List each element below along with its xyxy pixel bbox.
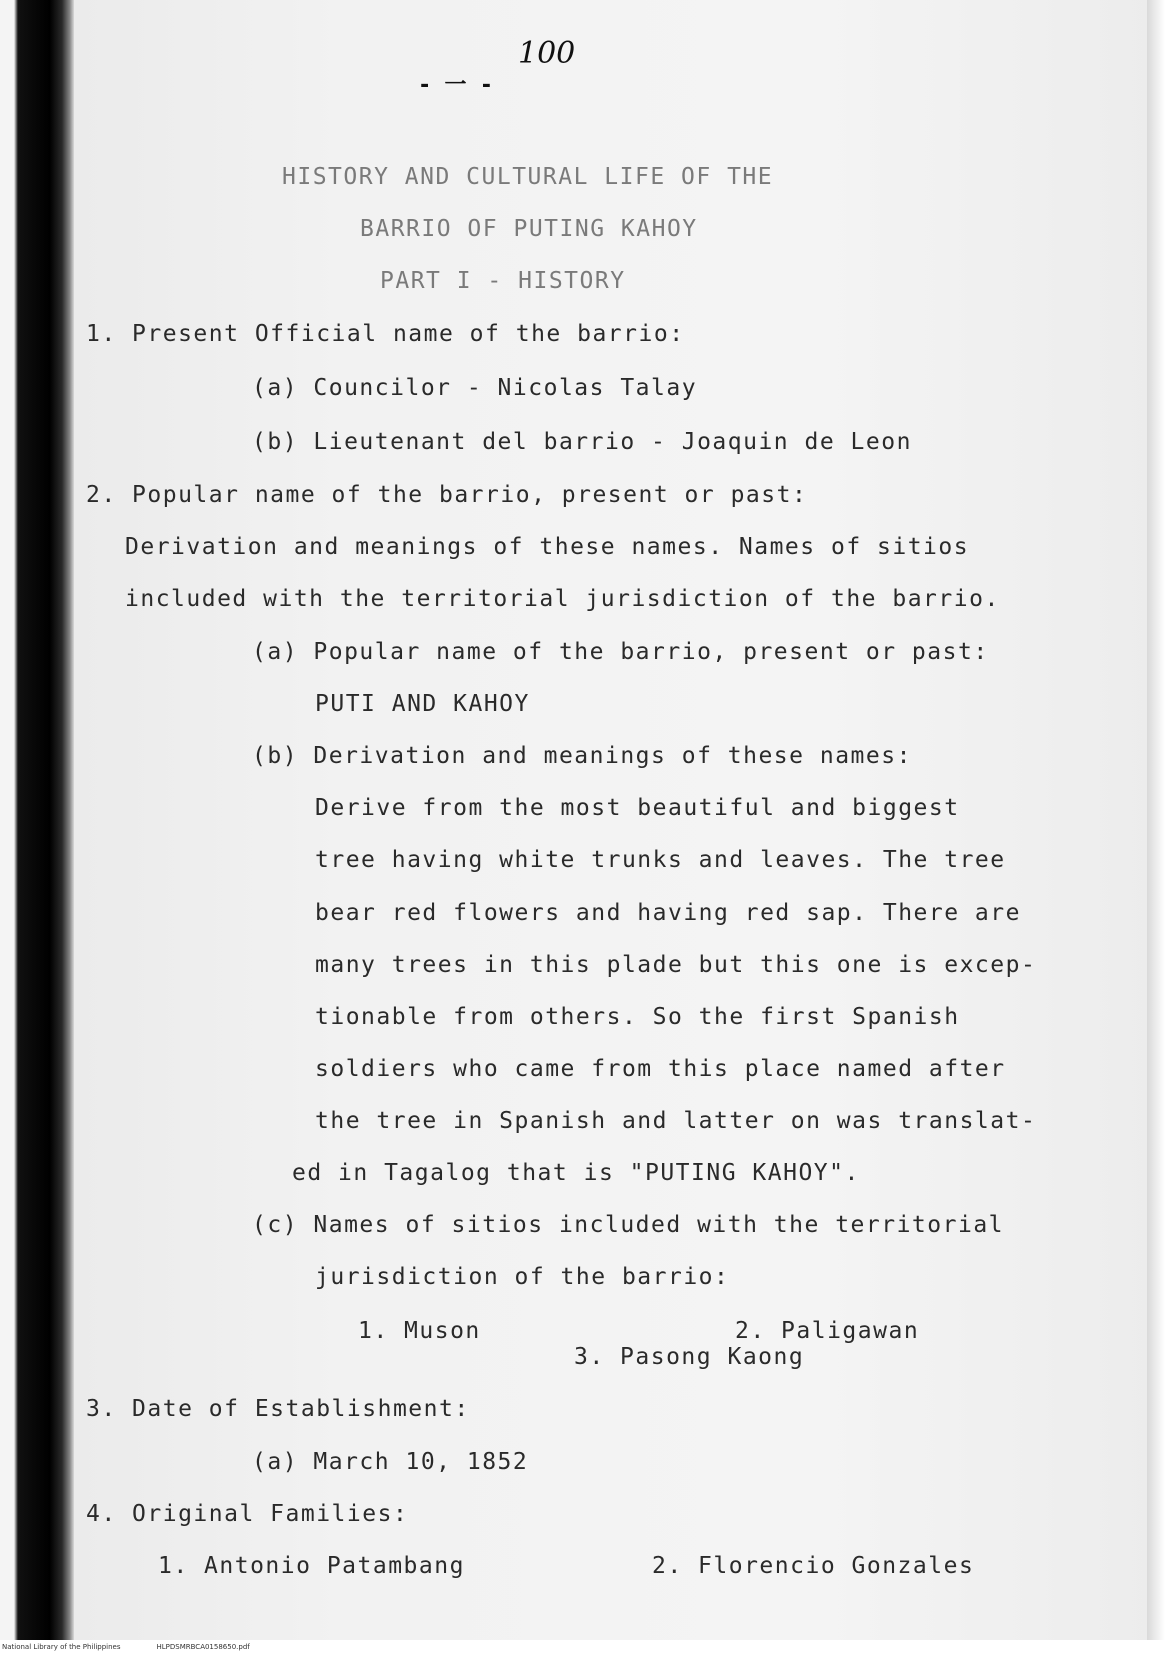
handwritten-number: 100 xyxy=(518,36,576,71)
section-2a-label: (a) Popular name of the barrio, present or past: xyxy=(252,639,989,665)
binding-shadow xyxy=(0,0,74,1640)
section-4-heading: 4. Original Families: xyxy=(86,1501,409,1527)
section-2c-label-line-2: jurisdiction of the barrio: xyxy=(315,1264,730,1290)
footer-file: HLPDSMRBCA0158650.pdf xyxy=(156,1643,250,1651)
title-line-1: HISTORY AND CULTURAL LIFE OF THE xyxy=(282,164,774,190)
footer-library: National Library of the Philippines xyxy=(2,1643,121,1651)
section-2b-line-3: bear red flowers and having red sap. There are xyxy=(315,900,1021,926)
family-1: 1. Antonio Patambang xyxy=(158,1553,465,1579)
sitio-1: 1. Muson xyxy=(358,1318,481,1344)
title-part: PART I - HISTORY xyxy=(380,268,626,294)
section-2c-label-line-1: (c) Names of sitios included with the territorial xyxy=(252,1212,1005,1238)
section-2-heading-line-3: included with the territorial jurisdiction of the barrio. xyxy=(125,586,1000,612)
section-2b-line-6: soldiers who came from this place named after xyxy=(315,1056,1006,1082)
section-2b-line-4: many trees in this plade but this one is excep- xyxy=(315,952,1037,978)
sitio-3: 3. Pasong Kaong xyxy=(574,1344,805,1370)
title-line-2: BARRIO OF PUTING KAHOY xyxy=(360,216,698,242)
section-2b-line-1: Derive from the most beautiful and biggest xyxy=(315,795,960,821)
section-2b-line-5: tionable from others. So the first Spanish xyxy=(315,1004,960,1030)
section-2-heading-line-2: Derivation and meanings of these names. Names of sitios xyxy=(125,534,970,560)
section-1-item-a: (a) Councilor - Nicolas Talay xyxy=(252,375,698,401)
section-1-item-b: (b) Lieutenant del barrio - Joaquin de Leon xyxy=(252,429,912,455)
section-2b-line-7: the tree in Spanish and latter on was translat- xyxy=(315,1108,1037,1134)
section-2a-value: PUTI AND KAHOY xyxy=(315,691,530,717)
section-2-heading-line-1: 2. Popular name of the barrio, present or past: xyxy=(86,482,808,508)
section-1-heading: 1. Present Official name of the barrio: xyxy=(86,321,685,347)
page-edge xyxy=(1147,0,1165,1640)
section-2b-line-2: tree having white trunks and leaves. The tree xyxy=(315,847,1006,873)
section-2b-line-8: ed in Tagalog that is "PUTING KAHOY". xyxy=(292,1160,860,1186)
footer xyxy=(2,1643,286,1651)
page-mark: - 一 - xyxy=(418,73,493,98)
section-3-heading: 3. Date of Establishment: xyxy=(86,1396,470,1422)
section-3-value: (a) March 10, 1852 xyxy=(252,1449,529,1475)
sitio-2: 2. Paligawan xyxy=(735,1318,920,1344)
section-2b-label: (b) Derivation and meanings of these names: xyxy=(252,743,912,769)
family-2: 2. Florencio Gonzales xyxy=(652,1553,975,1579)
